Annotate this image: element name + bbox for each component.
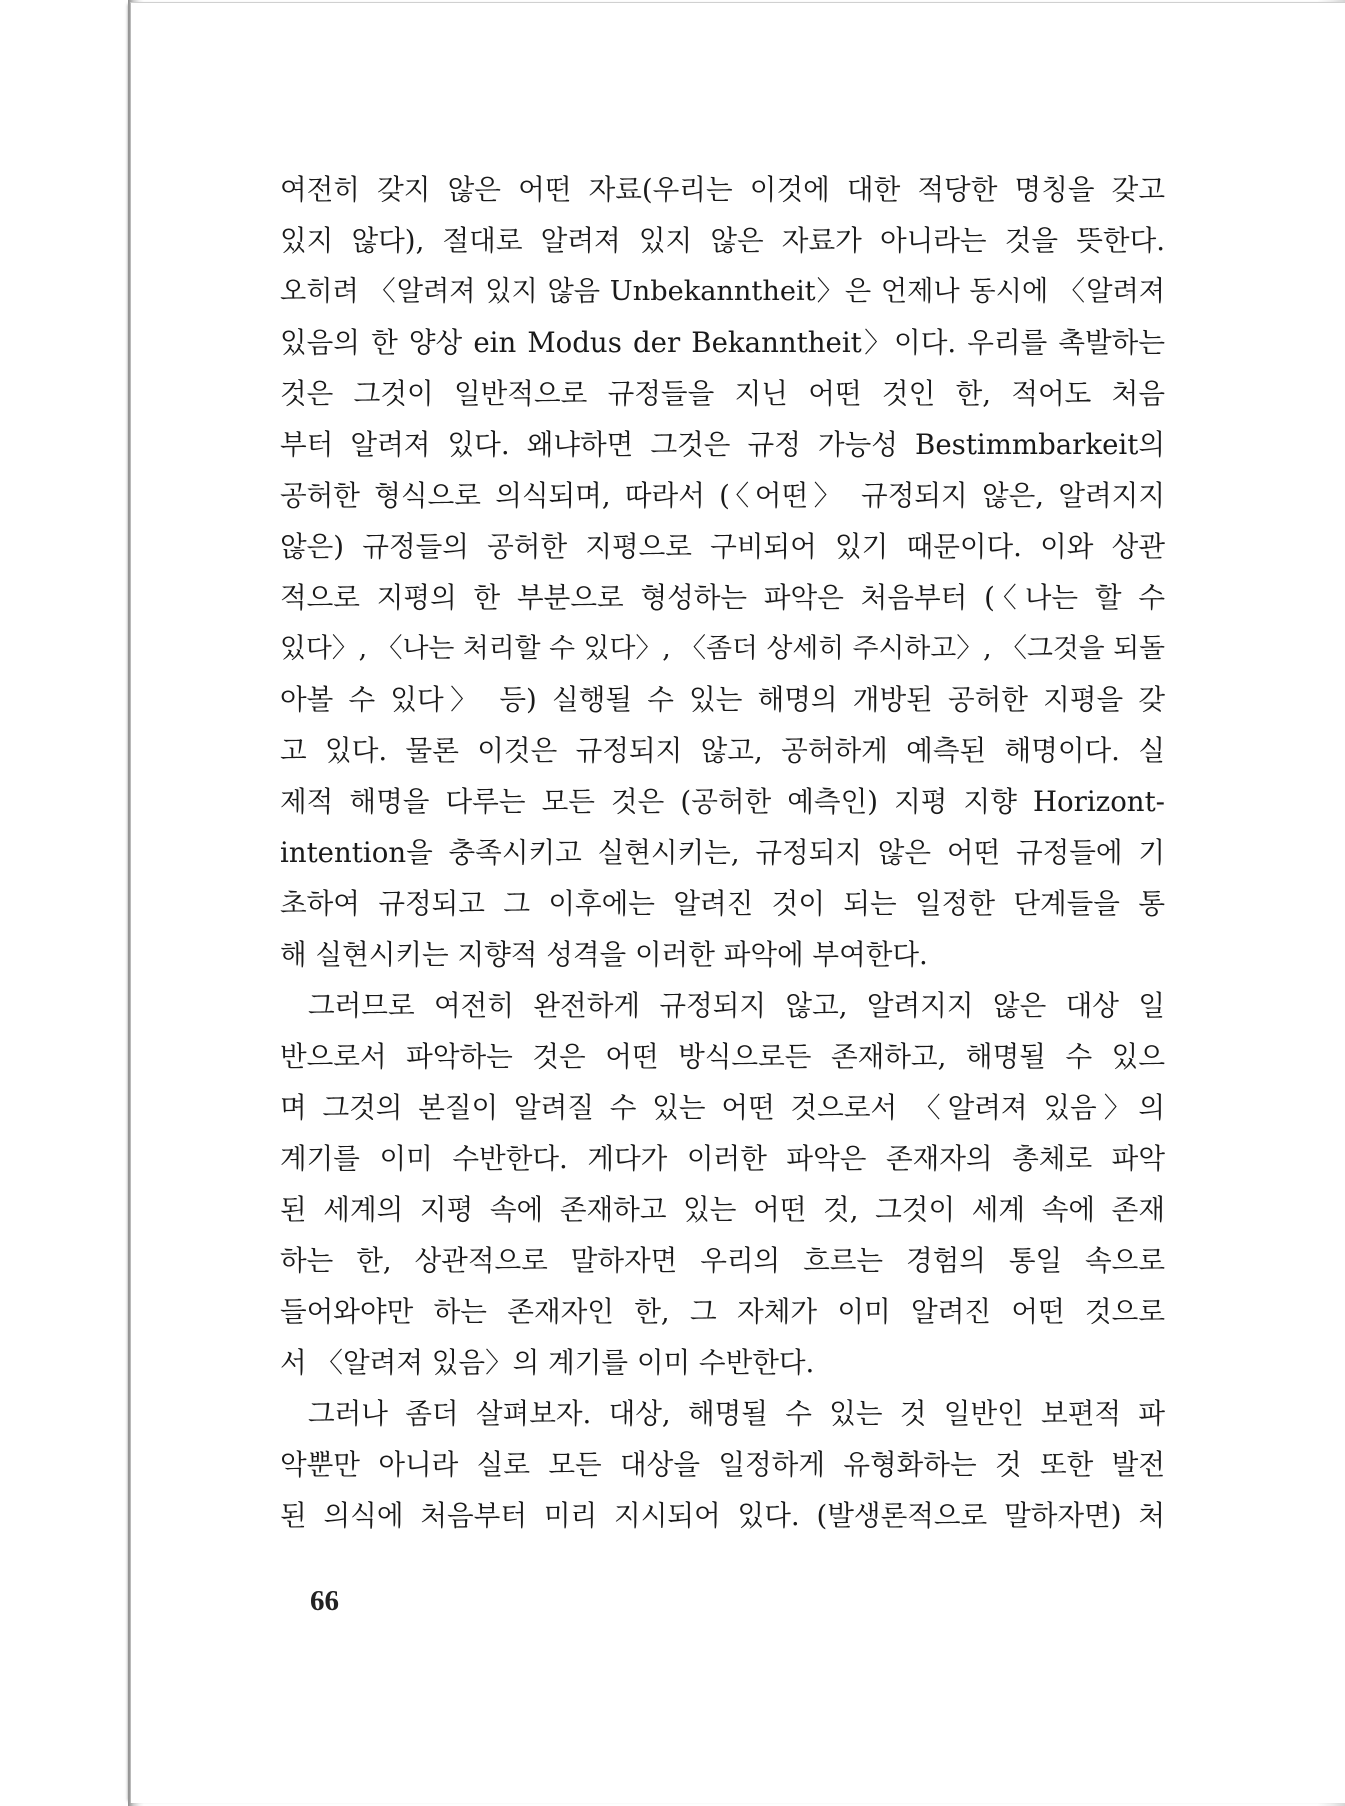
text-line: 초하여 규정되고 그 이후에는 알려진 것이 되는 일정한 단계들을 통 (280, 887, 1165, 920)
text-line: 반으로서 파악하는 것은 어떤 방식으로든 존재하고, 해명될 수 있으 (280, 1040, 1165, 1073)
text-line: 서 〈알려져 있음〉의 계기를 이미 수반한다. (280, 1346, 815, 1379)
text-line: 된 의식에 처음부터 미리 지시되어 있다. (발생론적으로 말하자면) 처 (280, 1499, 1165, 1532)
text-line: 들어와야만 하는 존재자인 한, 그 자체가 이미 알려진 어떤 것으로 (280, 1295, 1165, 1328)
text-line: 그러나 좀더 살펴보자. 대상, 해명될 수 있는 것 일반인 보편적 파 (308, 1397, 1165, 1430)
text-line: 아볼 수 있다〉 등) 실행될 수 있는 해명의 개방된 공허한 지평을 갖 (280, 683, 1166, 716)
text-line: 적으로 지평의 한 부분으로 형성하는 파악은 처음부터 (〈나는 할 수 (280, 581, 1165, 614)
text-line: 그러므로 여전히 완전하게 규정되지 않고, 알려지지 않은 대상 일 (308, 989, 1165, 1022)
text-line: 않은) 규정들의 공허한 지평으로 구비되어 있기 때문이다. 이와 상관 (280, 530, 1165, 563)
text-line: 있지 않다), 절대로 알려져 있지 않은 자료가 아니라는 것을 뜻한다. (280, 224, 1165, 257)
text-line: 공허한 형식으로 의식되며, 따라서 (〈어떤〉 규정되지 않은, 알려지지 (280, 479, 1165, 512)
body-text (280, 164, 1165, 1541)
text-line: 하는 한, 상관적으로 말하자면 우리의 흐르는 경험의 통일 속으로 (280, 1244, 1165, 1277)
text-line: 오히려 〈알려져 있지 않음 Unbekanntheit〉은 언제나 동시에 〈알려져 (280, 276, 1165, 307)
page-number: 66 (310, 1585, 339, 1617)
text-line: 해 실현시키는 지향적 성격을 이러한 파악에 부여한다. (280, 938, 928, 971)
text-line: 것은 그것이 일반적으로 규정들을 지닌 어떤 것인 한, 적어도 처음 (280, 377, 1165, 410)
text-line: 악뿐만 아니라 실로 모든 대상을 일정하게 유형화하는 것 또한 발전 (280, 1448, 1165, 1481)
text-line: 고 있다. 물론 이것은 규정되지 않고, 공허하게 예측된 해명이다. 실 (280, 734, 1165, 767)
text-line: intention을 충족시키고 실현시키는, 규정되지 않은 어떤 규정들에 기 (280, 836, 1165, 869)
text-line: 며 그것의 본질이 알려질 수 있는 어떤 것으로서 〈알려져 있음〉의 (280, 1091, 1165, 1124)
paragraph-3 (280, 1388, 1165, 1541)
text-line: 있다〉, 〈나는 처리할 수 있다〉, 〈좀더 상세히 주시하고〉, 〈그것을 되돌 (280, 633, 1165, 664)
text-line: 계기를 이미 수반한다. 게다가 이러한 파악은 존재자의 총체로 파악 (280, 1142, 1165, 1175)
paragraph-1 (280, 164, 1165, 980)
text-line: 부터 알려져 있다. 왜냐하면 그것은 규정 가능성 Bestimmbarkeit의 (280, 428, 1165, 461)
text-line: 있음의 한 양상 ein Modus der Bekanntheit〉이다. 우리를 촉발하는 (280, 326, 1165, 359)
text-line: 여전히 갖지 않은 어떤 자료(우리는 이것에 대한 적당한 명칭을 갖고 (280, 173, 1165, 206)
text-line: 된 세계의 지평 속에 존재하고 있는 어떤 것, 그것이 세계 속에 존재 (280, 1193, 1165, 1226)
text-line: 제적 해명을 다루는 모든 것은 (공허한 예측인) 지평 지향 Horizont- (280, 785, 1165, 818)
paragraph-2 (280, 980, 1165, 1388)
